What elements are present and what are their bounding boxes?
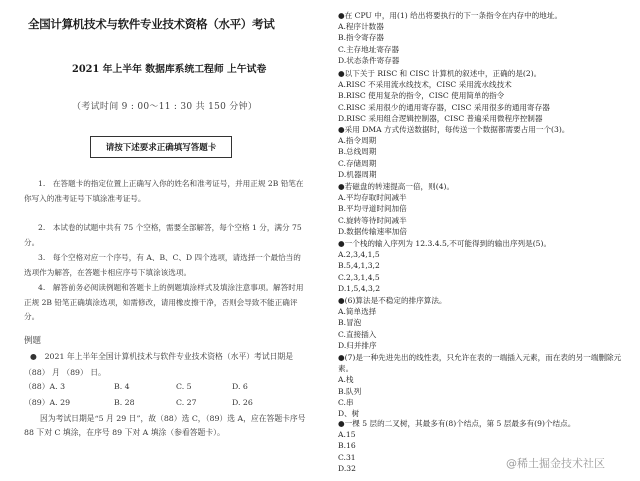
- option: B.RISC 使用复杂的指令，CISC 使用简单的指令: [338, 91, 505, 101]
- option: C.主存地址寄存器: [338, 44, 400, 54]
- option: B.16: [338, 441, 356, 451]
- example-row-89: （89）A. 29 B. 28 C. 27 D. 26: [24, 398, 253, 407]
- question-8: ●一棵 5 层的二叉树，其最多有(8)个结点，第 5 层最多有(9)个结点。 A.15 B.16 C.31 D.32: [338, 418, 636, 474]
- option: C.RISC 采用很少的通用寄存器，CISC 采用很多的通用寄存器: [338, 102, 550, 112]
- option: B.总线周期: [338, 147, 377, 157]
- option: B.冒泡: [338, 318, 362, 328]
- exam-time: （考试时间 9 : 00～11 : 30 共 150 分钟）: [72, 102, 258, 112]
- option: A.指令周期: [338, 136, 377, 146]
- option: A.2,3,4,1,5: [338, 250, 380, 260]
- example-heading: 例题: [24, 336, 42, 346]
- question-1: ●在 CPU 中，用(1) 给出将要执行的下一条指令在内存中的地址。 A.程序计数器 B.指令寄存器 C.主存地址寄存器 D.状态条件寄存器: [338, 10, 636, 66]
- option: D.数据传输速率加倍: [338, 226, 407, 236]
- option: D.状态条件寄存器: [338, 55, 400, 65]
- option: B.指令寄存器: [338, 33, 384, 43]
- example-line-1: ● 2021 年上半年全国计算机技术与软件专业技术资格（水平）考试日期是: [30, 352, 294, 361]
- option: C.2,3,1,4,5: [338, 272, 380, 282]
- option: A.平均存取时间减半: [338, 193, 407, 203]
- question-2: ●以下关于 RISC 和 CISC 计算机的叙述中，正确的是(2)。 A.RISC 不采用流水线技术，CISC 采用流水线技术 B.RISC 使用复杂的指令，CISC 使用简单的指令 C.RISC 采用很少的通用寄存器，CISC 采用很多的通用寄存器 D.RISC 采用组合逻辑控制器，CISC 普遍采用微程序控制器: [338, 68, 636, 124]
- question-5: ●一个栈的输入序列为 12.3.4.5,不可能得到的输出序列是(5)。 A.2,3,4,1,5 B.5,4,1,3,2 C.2,3,1,4,5 D.1,5,4,3,2: [338, 238, 636, 294]
- exam-title: 全国计算机技术与软件专业技术资格（水平）考试: [28, 17, 275, 31]
- option: D.32: [338, 463, 356, 473]
- instruction-4: 4. 解答前务必阅读例题和答题卡上的例题填涂样式及填涂注意事项。解答时用正规 2B 铅笔正确填涂选项，如需修改，请用橡皮擦干净，否则会导致不能正确评分。: [24, 283, 304, 321]
- example-answer-1: 因为考试日期是“5 月 29 日”，故（88）选 C，（89）选 A，应在答题卡序号: [40, 414, 306, 423]
- option: D.归并排序: [338, 340, 377, 350]
- question-4: ●若磁盘的转速提高一倍，则(4)。 A.平均存取时间减半 B.平均寻道时间加倍 C.旋转等待时间减半 D.数据传输速率加倍: [338, 181, 636, 237]
- watermark: @稀土掘金技术社区: [506, 457, 605, 470]
- option: C.串: [338, 397, 354, 407]
- option: D.机器周期: [338, 169, 377, 179]
- question-6: ●(6)算法是不稳定的排序算法。 A.简单选择 B.冒泡 C.直接插入 D.归并排序: [338, 295, 636, 351]
- option: D.1,5,4,3,2: [338, 283, 381, 293]
- option: D.RISC 采用组合逻辑控制器，CISC 普遍采用微程序控制器: [338, 113, 543, 123]
- option: B.5,4,1,3,2: [338, 261, 380, 271]
- example-answer-2: 88 下对 C 填涂，在序号 89 下对 A 填涂（参看答题卡）。: [24, 428, 225, 437]
- option: A.程序计数器: [338, 22, 384, 32]
- option: C.直接插入: [338, 329, 377, 339]
- example-line-2: （88） 月 （89） 日。: [24, 368, 106, 377]
- option: A.RISC 不采用流水线技术，CISC 采用流水线技术: [338, 80, 512, 90]
- option: D、树: [338, 409, 360, 419]
- option: A.简单选择: [338, 307, 377, 317]
- option: C.存储周期: [338, 158, 377, 168]
- left-column: [0, 0, 318, 481]
- option: C.31: [338, 452, 356, 462]
- question-7: ●(7)是一种先进先出的线性表，只允许在表的一端插入元素，而在表的另一端删除元素。 A.栈 B.队列 C.串 D、树: [338, 352, 636, 419]
- notice-box: 请按下述要求正确填写答题卡: [90, 136, 232, 158]
- example-row-88: （88）A. 3 B. 4 C. 5 D. 6: [24, 382, 248, 391]
- option: B.平均寻道时间加倍: [338, 204, 407, 214]
- option: C.旋转等待时间减半: [338, 215, 407, 225]
- question-3: ●采用 DMA 方式传送数据时，每传送一个数据都需要占用一个(3)。 A.指令周期 B.总线周期 C.存储周期 D.机器周期: [338, 124, 636, 180]
- instruction-2: 2. 本试卷的试题中共有 75 个空格，需要全部解答，每个空格 1 分，满分 75 分。: [24, 223, 302, 247]
- option: A.栈: [338, 375, 354, 385]
- instruction-1: 1. 在答题卡的指定位置上正确写入你的姓名和准考证号，并用正规 2B 铅笔在你写入的准考证号下填涂准考证号。: [24, 179, 304, 203]
- exam-subtitle: 2021 年上半年 数据库系统工程师 上午试卷: [72, 64, 267, 75]
- instruction-3: 3. 每个空格对应一个序号，有 A、B、C、D 四个选项，请选择一个最恰当的选项作为解答，在答题卡相应序号下填涂该选项。: [24, 253, 301, 277]
- option: A.15: [338, 430, 356, 440]
- option: B.队列: [338, 386, 362, 396]
